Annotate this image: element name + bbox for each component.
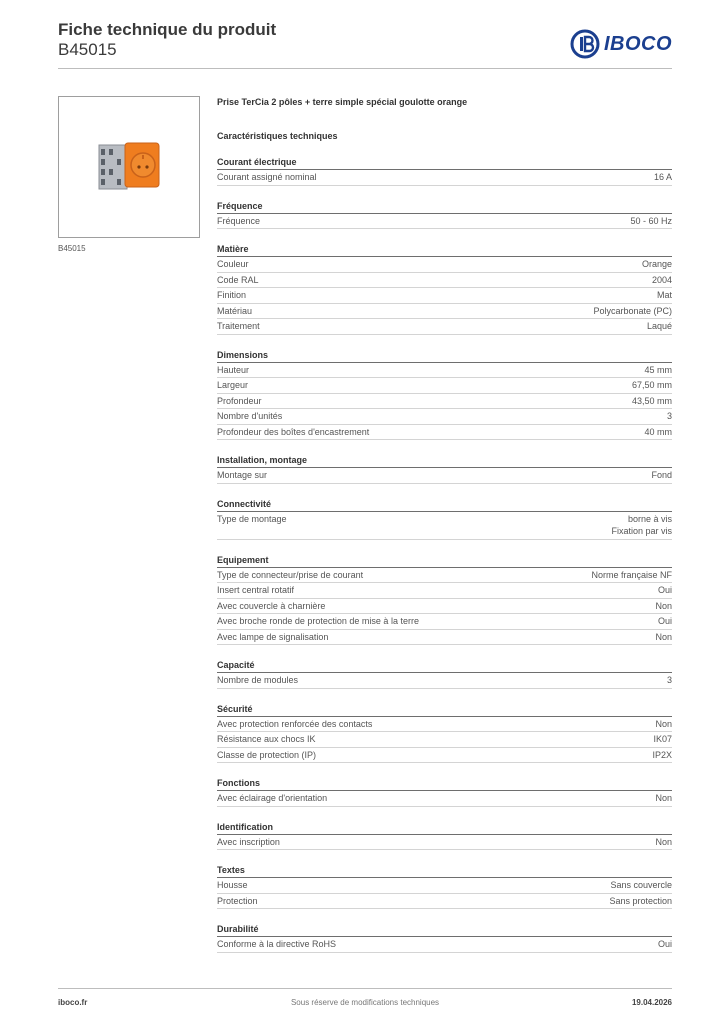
spec-label: Classe de protection (IP)	[217, 749, 317, 760]
spec-value: 3	[666, 411, 672, 421]
spec-group-title: Textes	[217, 864, 672, 878]
socket-product-image	[59, 97, 199, 237]
spec-label: Conforme à la directive RoHS	[217, 939, 337, 949]
spec-value: Non	[655, 631, 672, 642]
spec-row	[217, 717, 672, 733]
spec-group	[217, 200, 672, 230]
spec-group-title: Matière	[217, 243, 672, 257]
specification-panel	[217, 96, 672, 953]
spec-label: Insert central rotatif	[217, 585, 295, 595]
spec-row	[217, 288, 672, 304]
logo-mark-icon	[570, 29, 600, 59]
spec-value: Non	[655, 836, 672, 847]
spec-value: 45 mm	[644, 364, 672, 375]
spec-group	[217, 498, 672, 540]
spec-value: 50 - 60 Hz	[630, 215, 672, 226]
spec-value: Non	[655, 600, 672, 611]
spec-group-title: Fonctions	[217, 777, 672, 791]
spec-value: Oui	[657, 585, 672, 595]
spec-value: 3	[666, 675, 672, 685]
spec-group-title: Capacité	[217, 659, 672, 673]
spec-group-title: Fréquence	[217, 200, 672, 214]
spec-label: Profondeur des boîtes d'encastrement	[217, 426, 370, 437]
footer-website: iboco.fr	[58, 998, 88, 1007]
spec-value-line: borne à vis	[627, 513, 672, 524]
spec-label: Montage sur	[217, 470, 268, 480]
spec-label: Nombre de modules	[217, 675, 299, 685]
spec-value: Sans couvercle	[610, 880, 672, 890]
product-reference: B45015	[58, 40, 117, 59]
spec-label: Largeur	[217, 380, 249, 390]
spec-row	[217, 319, 672, 335]
spec-row	[217, 732, 672, 748]
spec-label: Type de connecteur/prise de courant	[217, 569, 364, 580]
spec-label: Couleur	[217, 259, 249, 269]
spec-label: Résistance aux chocs IK	[217, 734, 316, 744]
spec-label: Courant assigné nominal	[217, 172, 317, 182]
spec-row	[217, 791, 672, 807]
spec-group-title: Equipement	[217, 554, 672, 568]
spec-label: Avec éclairage d'orientation	[217, 793, 328, 803]
product-image-frame	[58, 96, 200, 238]
page-title: Fiche technique du produit	[58, 20, 277, 39]
spec-row	[217, 583, 672, 599]
spec-value-line: Fixation par vis	[611, 526, 672, 536]
spec-row	[217, 568, 672, 584]
spec-value: 40 mm	[644, 426, 672, 437]
product-title: Prise TerCia 2 pôles + terre simple spécial goulotte orange	[217, 97, 468, 107]
spec-value: Non	[655, 718, 672, 729]
spec-label: Avec couvercle à charnière	[217, 600, 326, 611]
spec-group-title: Identification	[217, 821, 672, 835]
spec-group	[217, 454, 672, 484]
spec-value: Laqué	[646, 321, 672, 331]
spec-label: Hauteur	[217, 364, 250, 375]
spec-group-title: Connectivité	[217, 498, 672, 512]
spec-value: Non	[655, 793, 672, 803]
image-caption: B45015	[58, 244, 86, 253]
spec-value: IK07	[653, 734, 672, 744]
spec-row	[217, 170, 672, 186]
footer-divider	[58, 988, 672, 989]
spec-row	[217, 512, 672, 540]
spec-row	[217, 409, 672, 425]
spec-label: Protection	[217, 895, 258, 906]
spec-row	[217, 630, 672, 646]
spec-heading: Caractéristiques techniques	[217, 131, 338, 141]
spec-row	[217, 214, 672, 230]
spec-row	[217, 273, 672, 289]
spec-value: Norme française NF	[591, 569, 672, 580]
spec-label: Finition	[217, 290, 247, 300]
spec-row	[217, 394, 672, 410]
spec-group	[217, 777, 672, 807]
spec-row	[217, 363, 672, 379]
spec-group-title: Courant électrique	[217, 156, 672, 170]
spec-row	[217, 614, 672, 630]
spec-value: Oui	[657, 616, 672, 626]
spec-label: Code RAL	[217, 274, 259, 285]
spec-row	[217, 894, 672, 910]
spec-group	[217, 349, 672, 441]
spec-group	[217, 659, 672, 689]
spec-row	[217, 937, 672, 953]
spec-label: Avec broche ronde de protection de mise à la terre	[217, 616, 419, 626]
spec-label: Avec lampe de signalisation	[217, 631, 329, 642]
spec-row	[217, 673, 672, 689]
spec-group-title: Dimensions	[217, 349, 672, 363]
spec-row	[217, 304, 672, 320]
spec-groups	[217, 156, 672, 953]
spec-value: Orange	[641, 259, 672, 269]
spec-label: Housse	[217, 880, 248, 890]
spec-label: Matériau	[217, 305, 253, 316]
spec-group	[217, 554, 672, 646]
spec-row	[217, 599, 672, 615]
footer-notice: Sous réserve de modifications techniques	[290, 998, 440, 1007]
spec-value: Oui	[657, 939, 672, 949]
spec-value: 43,50 mm	[631, 395, 672, 406]
spec-label: Nombre d'unités	[217, 411, 283, 421]
spec-value: Polycarbonate (PC)	[593, 305, 672, 316]
spec-value: Sans protection	[609, 895, 672, 906]
spec-row	[217, 835, 672, 851]
spec-label: Traitement	[217, 321, 260, 331]
spec-label: Profondeur	[217, 395, 262, 406]
spec-row	[217, 257, 672, 273]
spec-group	[217, 243, 672, 335]
spec-value: Fond	[651, 470, 672, 480]
spec-group-title: Installation, montage	[217, 454, 672, 468]
page-header	[58, 20, 672, 68]
spec-value: 67,50 mm	[631, 380, 672, 390]
spec-row	[217, 878, 672, 894]
logo-text: IBOCO	[603, 32, 672, 55]
spec-row	[217, 378, 672, 394]
spec-label: Type de montage	[217, 513, 287, 524]
spec-group	[217, 864, 672, 909]
spec-value: Mat	[656, 290, 672, 300]
spec-label: Avec protection renforcée des contacts	[217, 718, 373, 729]
spec-value: IP2X	[652, 749, 672, 760]
spec-row	[217, 425, 672, 441]
spec-row	[217, 468, 672, 484]
spec-group-title: Sécurité	[217, 703, 672, 717]
spec-value	[611, 513, 672, 538]
spec-group	[217, 703, 672, 764]
footer-date: 19.04.2026	[631, 998, 672, 1007]
header-divider	[58, 68, 672, 69]
spec-label: Fréquence	[217, 215, 261, 226]
spec-group	[217, 156, 672, 186]
spec-row	[217, 748, 672, 764]
brand-logo	[570, 28, 672, 60]
spec-value: 16 A	[653, 172, 672, 182]
spec-value: 2004	[651, 274, 672, 285]
spec-group-title: Durabilité	[217, 923, 672, 937]
spec-label: Avec inscription	[217, 836, 280, 847]
spec-group	[217, 923, 672, 953]
spec-group	[217, 821, 672, 851]
